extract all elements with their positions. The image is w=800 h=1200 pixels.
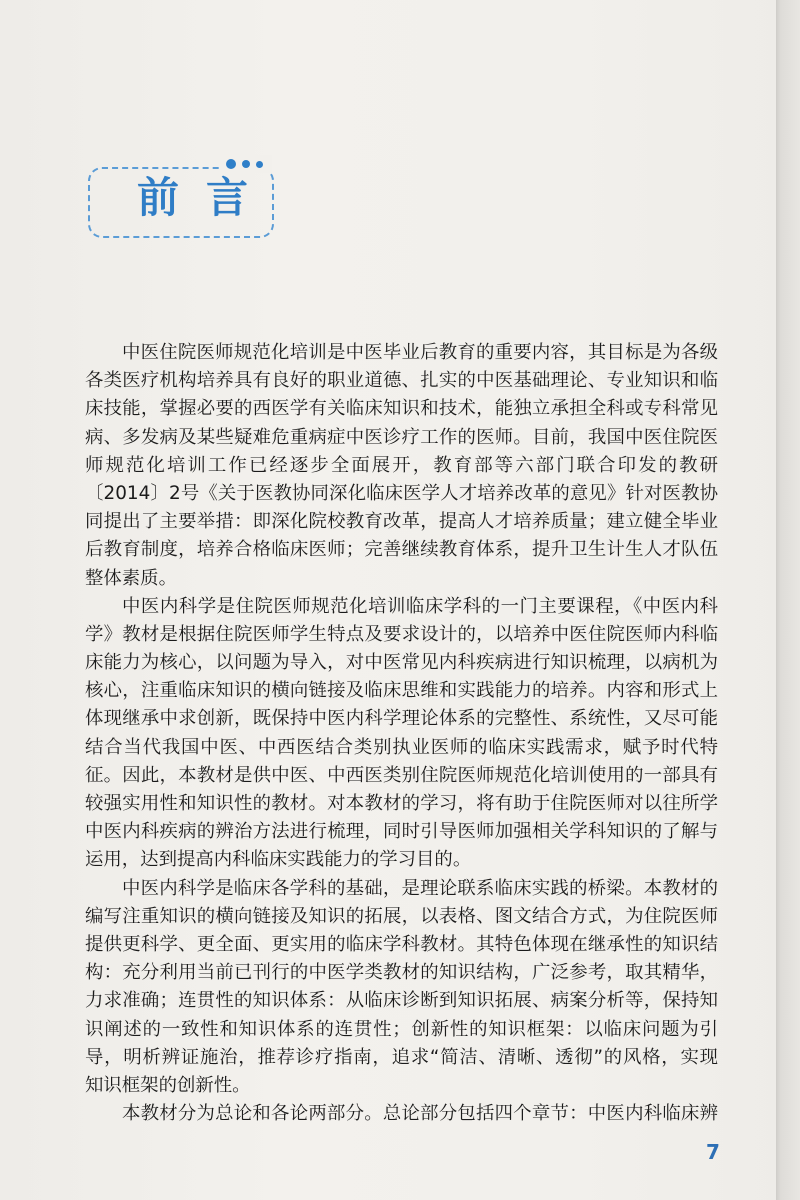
- text-line: 运用，达到提高内科临床实践能力的学习目的。: [85, 849, 472, 871]
- decorative-dot: [242, 160, 250, 168]
- text-line: 较强实用性和知识性的教材。对本教材的学习，将有助于住院医师对以往所学: [85, 793, 718, 814]
- paragraph: [85, 1100, 718, 1128]
- text-line: 提供更科学、更全面、更实用的临床学科教材。其特色体现在继承性的知识结: [85, 933, 718, 955]
- decorative-dot: [226, 159, 236, 169]
- text-line: 导，明析辨证施治，推荐诊疗指南，追求“简洁、清晰、透彻”的风格，实现: [85, 1046, 718, 1068]
- text-line: 中医住院医师规范化培训是中医毕业后教育的重要内容，其目标是为各级: [122, 342, 718, 363]
- paragraph: [85, 339, 718, 593]
- text-line: 结合当代我国中医、中西医结合类别执业医师的临床实践需求，赋予时代特: [85, 736, 718, 758]
- text-line: 编写注重知识的横向链接及知识的拓展，以表格、图文结合方式，为住院医师: [85, 905, 718, 927]
- paragraph: [85, 875, 718, 1101]
- chapter-title: 前言: [137, 173, 276, 222]
- page-number: 7: [706, 1140, 720, 1164]
- text-line: 各类医疗机构培养具有良好的职业道德、扎实的中医基础理论、专业知识和临: [85, 370, 718, 392]
- text-line: 中医内科学是临床各学科的基础，是理论联系临床实践的桥梁。本教材的: [122, 877, 718, 899]
- text-line: 识阐述的一致性和知识体系的连贯性；创新性的知识框架：以临床问题为引: [85, 1018, 718, 1040]
- text-line: 学》教材是根据住院医师学生特点及要求设计的，以培养中医住院医师内科临: [85, 623, 718, 645]
- text-line: 核心，注重临床知识的横向链接及临床思维和实践能力的培养。内容和形式上: [85, 680, 718, 702]
- text-line: 体现继承中求创新，既保持中医内科学理论体系的完整性、系统性，又尽可能: [85, 708, 718, 730]
- text-line: 中医内科学是住院医师规范化培训临床学科的一门主要课程，《中医内科: [122, 595, 718, 617]
- decorative-dot: [256, 161, 263, 168]
- text-line: 征。因此，本教材是供中医、中西医类别住院医师规范化培训使用的一部具有: [85, 764, 718, 786]
- text-line: 中医内科疾病的辨治方法进行梳理，同时引导医师加强相关学科知识的了解与: [85, 821, 718, 843]
- paragraph: [85, 593, 718, 875]
- text-line: 〔2014〕2号《关于医教协同深化临床医学人才培养改革的意见》针对医教协: [85, 482, 718, 504]
- text-line: 力求准确；连贯性的知识体系：从临床诊断到知识拓展、病案分析等，保持知: [85, 990, 718, 1012]
- text-line: 本教材分为总论和各论两部分。总论部分包括四个章节：中医内科临床辨: [122, 1103, 718, 1125]
- text-line: 后教育制度，培养合格临床医师；完善继续教育体系，提升卫生计生人才队伍: [85, 539, 718, 561]
- body-text: [85, 339, 718, 1128]
- text-line: 床技能，掌握必要的西医学有关临床知识和技术，能独立承担全科或专科常见: [85, 398, 718, 420]
- title-dots: [220, 155, 272, 173]
- text-line: 整体素质。: [85, 567, 177, 589]
- text-line: 构：充分利用当前已刊行的中医学类教材的知识结构，广泛参考，取其精华，: [85, 962, 718, 984]
- text-line: 病、多发病及某些疑难危重病症中医诊疗工作的医师。目前，我国中医住院医: [85, 426, 718, 448]
- page-edge-shadow: [776, 0, 800, 1200]
- text-line: 师规范化培训工作已经逐步全面展开，教育部等六部门联合印发的教研: [85, 454, 718, 476]
- text-line: 知识框架的创新性。: [85, 1074, 251, 1096]
- text-line: 床能力为核心，以问题为导入，对中医常见内科疾病进行知识梳理，以病机为: [85, 652, 718, 674]
- text-line: 同提出了主要举措：即深化院校教育改革，提高人才培养质量；建立健全毕业: [85, 511, 718, 533]
